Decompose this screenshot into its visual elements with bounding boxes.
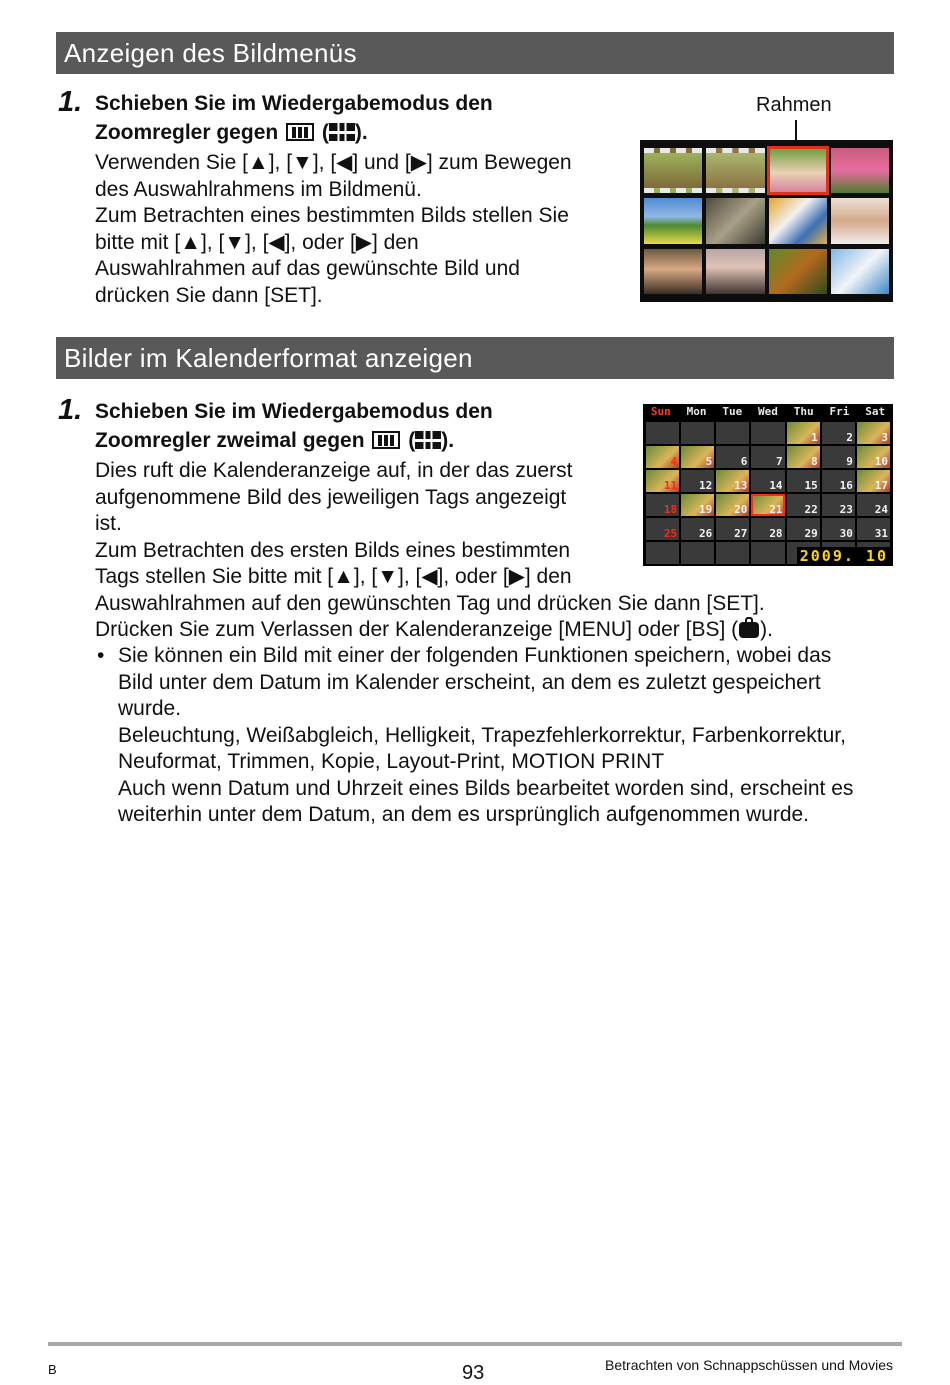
calendar-day-number: 2	[846, 431, 853, 444]
calendar-day-number: 13	[734, 479, 748, 492]
weekday-label: Tue	[722, 405, 743, 418]
calendar-day-number: 17	[874, 479, 888, 492]
body-text: Drücken Sie zum Verlassen der Kalenderanzeige [MENU] oder [BS] (	[95, 618, 739, 641]
section-heading-kalender: Bilder im Kalenderformat anzeigen	[56, 337, 894, 379]
step-title-text: (	[321, 121, 329, 144]
bullet-line: Bild unter dem Datum im Kalender erscheint, an dem es zuletzt gespeichert	[118, 670, 821, 694]
calendar-day-number: 26	[699, 527, 713, 540]
calendar-day-cell	[716, 542, 749, 564]
calendar-day-number: 10	[874, 455, 888, 468]
weekday-label: Sun	[650, 405, 671, 418]
weekday-label: Wed	[758, 405, 778, 418]
callout-label-rahmen: Rahmen	[756, 94, 832, 116]
step-title-text: ).	[441, 429, 455, 452]
calendar-day-number: 19	[699, 503, 713, 516]
calendar-day-cell	[681, 470, 714, 492]
step-body	[95, 150, 572, 309]
body-line: des Auswahlrahmens im Bildmenü.	[95, 177, 422, 201]
calendar-day-cell	[646, 446, 679, 468]
body-text: ).	[760, 618, 773, 641]
calendar-day-cell	[646, 422, 679, 444]
step-title-line	[95, 118, 493, 147]
body-line: Dies ruft die Kalenderanzeige auf, in der das zuerst	[95, 459, 573, 482]
body-line: Zum Betrachten eines bestimmten Bilds stellen Sie	[95, 204, 569, 227]
body-line: ist.	[95, 512, 122, 535]
calendar-day-cell	[751, 470, 784, 492]
body-line: Tags stellen Sie bitte mit [▲], [▼], [◀], oder [▶] den	[95, 565, 572, 588]
body-line: bitte mit [▲], [▼], [◀], oder [▶] den	[95, 230, 419, 254]
calendar-day-number: 1	[811, 431, 818, 444]
bullet-text	[118, 643, 853, 829]
calendar-day-cell	[787, 470, 820, 492]
footer-chapter-title: Betrachten von Schnappschüssen und Movies	[605, 1357, 893, 1373]
bullet-line: Beleuchtung, Weißabgleich, Helligkeit, Trapezfehlerkorrektur, Farbenkorrektur,	[118, 723, 846, 747]
thumbnail	[831, 148, 889, 193]
calendar-day-cell	[857, 446, 890, 468]
calendar-day-number: 24	[874, 503, 888, 516]
step-title-line: Schieben Sie im Wiedergabemodus den	[95, 400, 493, 423]
calendar-day-cell	[857, 422, 890, 444]
calendar-day-cell	[751, 518, 784, 540]
bs-button-icon	[739, 622, 759, 638]
calendar-day-cell	[716, 422, 749, 444]
weekday-label: Mon	[686, 405, 707, 418]
calendar-day-number: 20	[734, 503, 748, 516]
calendar-day-cell	[751, 494, 784, 516]
calendar-day-cell	[681, 422, 714, 444]
calendar-day-cell	[716, 470, 749, 492]
calendar-day-cell	[646, 470, 679, 492]
body-line: Verwenden Sie [▲], [▼], [◀] und [▶] zum Bewegen	[95, 151, 572, 174]
bullet-line: weiterhin unter dem Datum, an dem es ursprünglich aufgenommen wurde.	[118, 803, 810, 826]
calendar-day-number: 14	[769, 479, 783, 492]
step-title-text: ).	[354, 121, 368, 144]
zoom-wide-icon	[286, 123, 314, 141]
calendar-day-number: 9	[846, 455, 853, 468]
calendar-day-cell	[716, 446, 749, 468]
calendar-grid	[643, 420, 893, 566]
calendar-day-cell	[681, 518, 714, 540]
calendar-day-cell	[787, 494, 820, 516]
thumbnail	[831, 249, 889, 294]
thumbnail	[644, 198, 702, 243]
footer-rule	[48, 1342, 902, 1346]
step-title	[95, 397, 493, 455]
calendar-day-number: 12	[699, 479, 713, 492]
calendar-day-cell	[822, 446, 855, 468]
calendar-day-cell	[681, 542, 714, 564]
grid-view-icon	[329, 123, 355, 141]
bullet-line: wurde.	[118, 697, 182, 720]
body-line: Auswahlrahmen auf den gewünschten Tag und drücken Sie dann [SET].	[95, 591, 765, 615]
weekday-label: Thu	[793, 405, 814, 418]
step-number: 1.	[58, 86, 83, 118]
calendar-day-cell	[787, 518, 820, 540]
body-line: drücken Sie dann [SET].	[95, 283, 323, 307]
thumbnail	[706, 198, 764, 243]
thumbnail	[706, 249, 764, 294]
calendar-day-number: 30	[839, 527, 853, 540]
calendar-day-cell	[822, 494, 855, 516]
step-title-text: Zoomregler gegen	[95, 121, 279, 144]
calendar-day-cell	[716, 518, 749, 540]
calendar-day-cell	[857, 518, 890, 540]
calendar-day-cell	[751, 542, 784, 564]
zoom-wide-icon	[372, 431, 400, 449]
calendar-day-number: 16	[839, 479, 853, 492]
calendar-day-cell	[646, 518, 679, 540]
step-title-text: Zoomregler zweimal gegen	[95, 429, 365, 452]
calendar-day-number: 11	[663, 479, 678, 492]
weekday-label: Fri	[829, 405, 850, 418]
calendar-day-cell	[857, 494, 890, 516]
step-title	[95, 89, 493, 147]
page-number: 93	[462, 1362, 485, 1384]
body-line: aufgenommene Bild des jeweiligen Tags angezeigt	[95, 485, 567, 509]
bullet-line: Sie können ein Bild mit einer der folgenden Funktionen speichern, wobei das	[118, 644, 832, 667]
thumbnail-selected	[769, 148, 827, 193]
thumbnail	[706, 148, 764, 193]
thumbnail	[769, 249, 827, 294]
weekday-label: Sat	[865, 405, 886, 418]
step-title-text: (	[408, 429, 416, 452]
calendar-day-cell	[646, 494, 679, 516]
bullet-line: Neuformat, Trimmen, Kopie, Layout-Print, MOTION PRINT	[118, 750, 665, 773]
calendar-day-number: 4	[670, 455, 678, 468]
thumbnail	[831, 198, 889, 243]
grid-view-icon	[415, 431, 441, 449]
calendar-month-label: 2009. 10	[797, 547, 891, 565]
calendar-day-number: 31	[874, 527, 888, 540]
calendar-day-number: 8	[811, 455, 818, 468]
calendar-day-cell	[646, 542, 679, 564]
calendar-day-cell	[857, 470, 890, 492]
calendar-day-number: 28	[769, 527, 783, 540]
calendar-day-number: 27	[734, 527, 748, 540]
calendar-day-cell	[751, 422, 784, 444]
bullet-marker: •	[97, 644, 105, 667]
calendar-day-cell	[751, 446, 784, 468]
section-heading-bildmenue: Anzeigen des Bildmenüs	[56, 32, 894, 74]
calendar-day-number: 7	[775, 455, 783, 468]
calendar-screenshot	[643, 404, 893, 566]
calendar-day-number: 29	[804, 527, 818, 540]
bullet-line: Auch wenn Datum und Uhrzeit eines Bilds bearbeitet worden sind, erscheint es	[118, 776, 854, 800]
calendar-day-cell	[681, 446, 714, 468]
calendar-day-cell	[822, 518, 855, 540]
thumbnail	[769, 198, 827, 243]
image-menu-screenshot	[640, 140, 893, 302]
calendar-day-number: 15	[804, 479, 818, 492]
calendar-day-cell	[716, 494, 749, 516]
step-number: 1.	[58, 394, 83, 426]
calendar-day-cell	[787, 422, 820, 444]
calendar-day-number: 21	[769, 503, 783, 516]
thumbnail	[644, 148, 702, 193]
step-title-line: Schieben Sie im Wiedergabemodus den	[95, 92, 493, 115]
calendar-day-cell	[681, 494, 714, 516]
calendar-day-number: 18	[663, 503, 678, 516]
calendar-day-number: 6	[740, 455, 748, 468]
body-line: Auswahlrahmen auf das gewünschte Bild und	[95, 257, 520, 280]
calendar-day-cell	[787, 446, 820, 468]
thumbnail	[644, 249, 702, 294]
calendar-day-number: 5	[705, 455, 713, 468]
step-title-line	[95, 426, 493, 455]
calendar-weekday-row	[643, 404, 893, 420]
calendar-day-number: 3	[881, 431, 888, 444]
body-line: Zum Betrachten des ersten Bilds eines bestimmten	[95, 538, 571, 562]
footer-left-mark: B	[48, 1362, 57, 1377]
calendar-day-cell	[822, 422, 855, 444]
calendar-day-number: 22	[804, 503, 818, 516]
body-line-exit	[95, 617, 773, 644]
calendar-day-number: 23	[839, 503, 853, 516]
calendar-day-number: 25	[663, 527, 678, 540]
calendar-day-cell	[822, 470, 855, 492]
